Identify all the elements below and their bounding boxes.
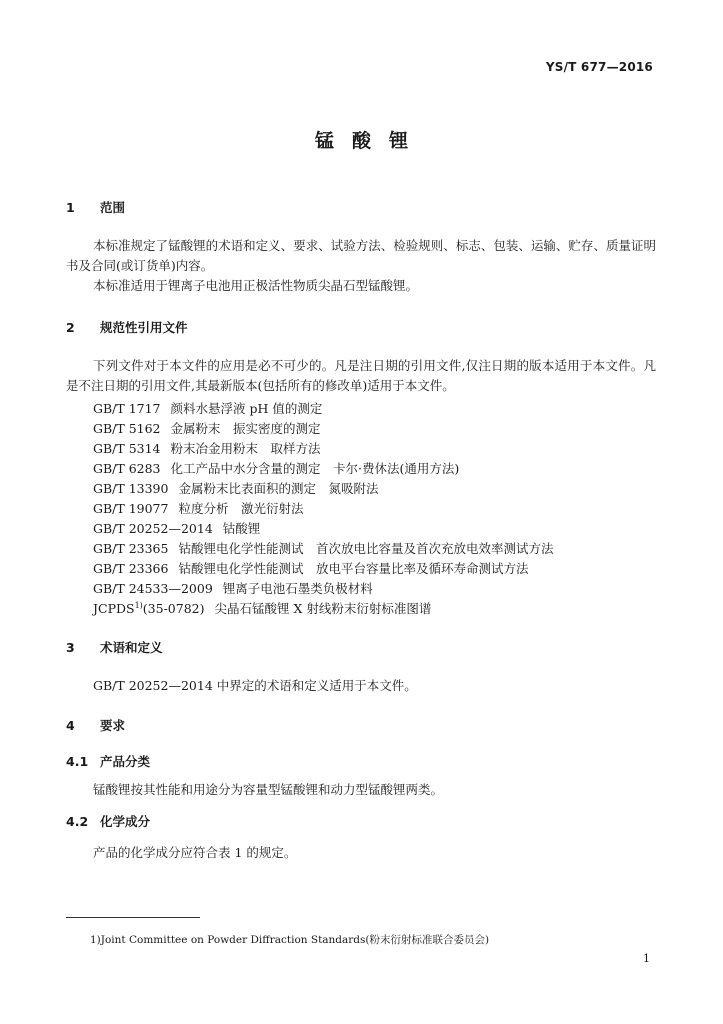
- standard-code: YS/T 677—2016: [545, 60, 653, 74]
- reference-item: GB/T 1717 颜料水悬浮液 pH 值的测定: [93, 401, 323, 416]
- section-number: 3: [66, 640, 75, 655]
- reference-item: GB/T 5314 粉末冶金用粉末 取样方法: [93, 441, 321, 456]
- reference-item: GB/T 6283 化工产品中水分含量的测定 卡尔·费休法(通用方法): [93, 461, 460, 476]
- section-heading-terms: [66, 638, 163, 656]
- section-number: 1: [66, 200, 75, 215]
- reference-item: GB/T 5162 金属粉末 振实密度的测定: [93, 421, 321, 436]
- footnote-marker: 1): [134, 600, 143, 610]
- section-heading-requirements: [66, 716, 125, 734]
- section-title: 要求: [100, 718, 126, 733]
- reference-item: GB/T 24533—2009 锂离子电池石墨类负极材料: [93, 581, 373, 596]
- section-number: 2: [66, 320, 75, 335]
- subsection-heading-chemical: [66, 812, 150, 830]
- document-title: 锰酸锂: [314, 130, 426, 152]
- subsection-heading-classification: [66, 752, 150, 770]
- section-title: 产品分类: [100, 754, 151, 769]
- section-number: 4.1: [66, 754, 89, 769]
- section-title: 化学成分: [100, 814, 151, 829]
- section-heading-scope: [66, 198, 125, 216]
- section-title: 术语和定义: [100, 640, 163, 655]
- reference-item: GB/T 20252—2014 钴酸锂: [93, 521, 261, 536]
- section-number: 4.2: [66, 814, 89, 829]
- scope-paragraph-1: 本标准规定了锰酸锂的术语和定义、要求、试验方法、检验规则、标志、包装、运输、贮存、质量证明书及合同(或订货单)内容。: [66, 238, 656, 273]
- footnote: 1)Joint Committee on Powder Diffraction Standards(粉末衍射标准联合委员会): [90, 934, 490, 946]
- scope-paragraph-2: 本标准适用于锂离子电池用正极活性物质尖晶石型锰酸锂。: [93, 278, 419, 293]
- section-title: 规范性引用文件: [100, 320, 188, 335]
- normative-refs-intro: 下列文件对于本文件的应用是必不可少的。凡是注日期的引用文件,仅注日期的版本适用于本文件。凡是不注日期的引用文件,其最新版本(包括所有的修改单)适用于本文件。: [66, 358, 656, 393]
- reference-item-jcpds: JCPDS$^{1)}$(35-0782) 尖晶石锰酸锂 X 射线粉末衍射标准图谱: [93, 600, 432, 616]
- footnote-divider: [66, 917, 200, 918]
- reference-item: GB/T 23366 钴酸锂电化学性能测试 放电平台容量比率及循环寿命测试方法: [93, 561, 529, 576]
- classification-paragraph: 锰酸锂按其性能和用途分为容量型锰酸锂和动力型锰酸锂两类。: [93, 782, 444, 797]
- chemical-paragraph: 产品的化学成分应符合表 1 的规定。: [93, 845, 297, 860]
- reference-item: GB/T 23365 钴酸锂电化学性能测试 首次放电比容量及首次充放电效率测试方法: [93, 541, 554, 556]
- terms-paragraph: GB/T 20252—2014 中界定的术语和定义适用于本文件。: [93, 678, 417, 693]
- section-title: 范围: [100, 200, 126, 215]
- reference-item: GB/T 13390 金属粉末比表面积的测定 氮吸附法: [93, 481, 379, 496]
- section-number: 4: [66, 718, 75, 733]
- page-number: 1: [643, 952, 650, 965]
- section-heading-normative-refs: [66, 318, 188, 336]
- reference-item: GB/T 19077 粒度分析 激光衍射法: [93, 501, 304, 516]
